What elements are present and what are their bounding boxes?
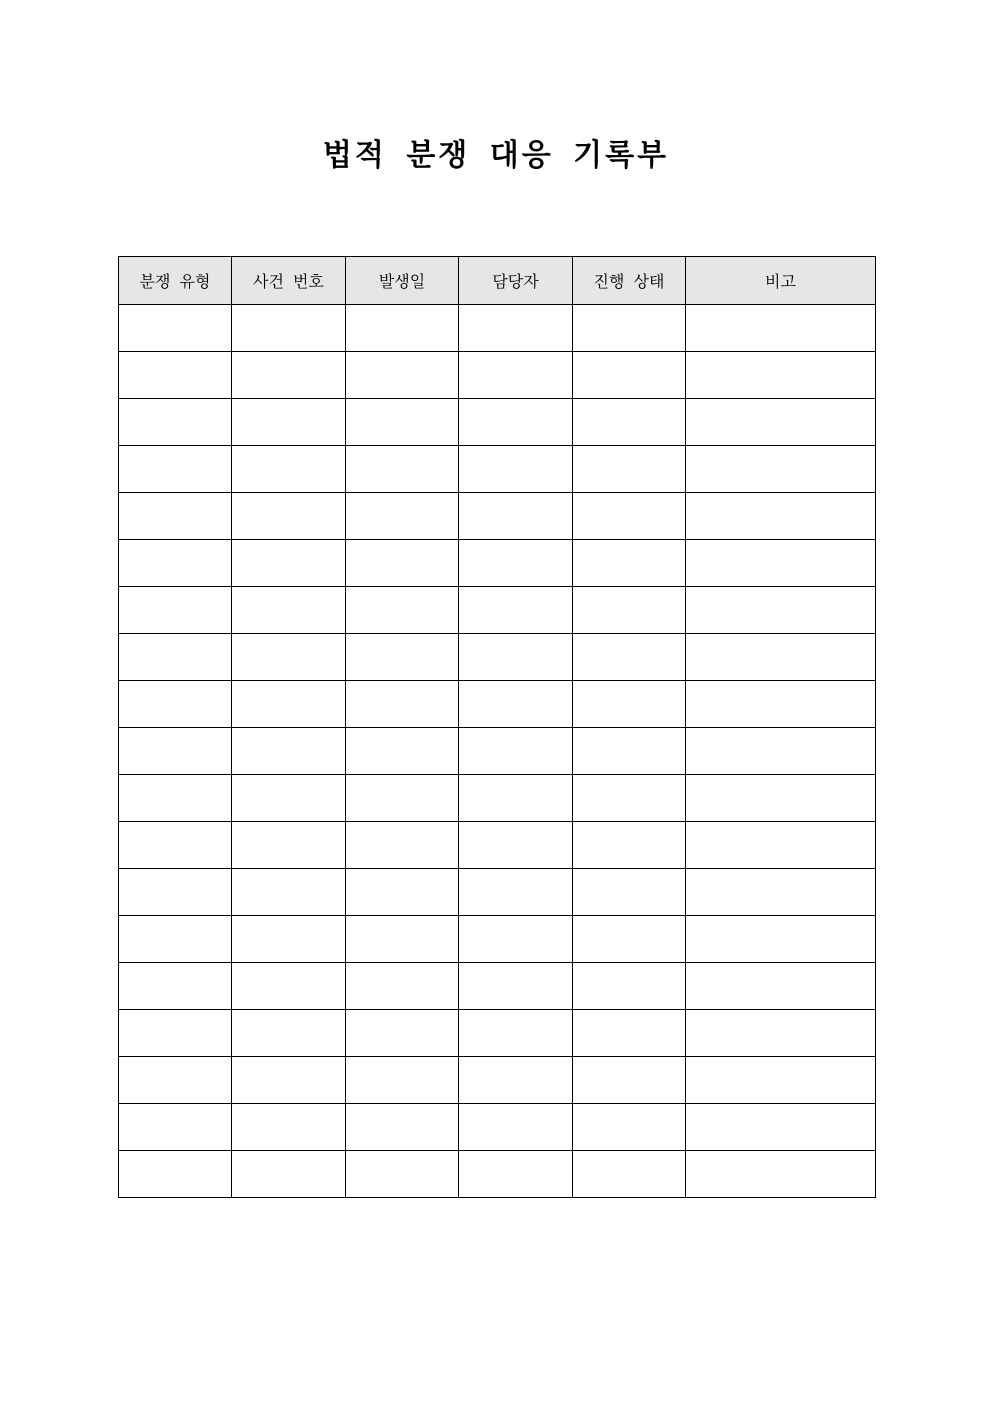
remarks-cell[interactable] [686,1104,876,1151]
person-in-charge-cell[interactable] [459,352,573,399]
remarks-cell[interactable] [686,352,876,399]
occurrence-date-cell[interactable] [346,1010,459,1057]
table-row [119,587,876,634]
dispute-type-cell[interactable] [119,399,232,446]
occurrence-date-cell[interactable] [346,352,459,399]
column-header-person-in-charge: 담당자 [459,257,573,305]
occurrence-date-cell[interactable] [346,963,459,1010]
progress-status-cell[interactable] [573,681,686,728]
table-body [119,305,876,1198]
progress-status-cell[interactable] [573,1057,686,1104]
person-in-charge-cell[interactable] [459,305,573,352]
case-number-cell[interactable] [232,681,346,728]
person-in-charge-cell[interactable] [459,634,573,681]
dispute-type-cell[interactable] [119,1057,232,1104]
person-in-charge-cell[interactable] [459,1057,573,1104]
person-in-charge-cell[interactable] [459,587,573,634]
case-number-cell[interactable] [232,822,346,869]
table-row [119,775,876,822]
person-in-charge-cell[interactable] [459,1104,573,1151]
column-header-case-number: 사건 번호 [232,257,346,305]
remarks-cell[interactable] [686,775,876,822]
occurrence-date-cell[interactable] [346,681,459,728]
table-row [119,822,876,869]
person-in-charge-cell[interactable] [459,728,573,775]
case-number-cell[interactable] [232,305,346,352]
case-number-cell[interactable] [232,1057,346,1104]
remarks-cell[interactable] [686,305,876,352]
table-row [119,446,876,493]
case-number-cell[interactable] [232,1104,346,1151]
dispute-type-cell[interactable] [119,1151,232,1198]
table-row [119,916,876,963]
remarks-cell[interactable] [686,822,876,869]
remarks-cell[interactable] [686,728,876,775]
dispute-type-cell[interactable] [119,1104,232,1151]
person-in-charge-cell[interactable] [459,869,573,916]
occurrence-date-cell[interactable] [346,540,459,587]
table-row [119,399,876,446]
progress-status-cell[interactable] [573,587,686,634]
dispute-type-cell[interactable] [119,446,232,493]
remarks-cell[interactable] [686,399,876,446]
progress-status-cell[interactable] [573,1010,686,1057]
dispute-type-cell[interactable] [119,634,232,681]
column-header-occurrence-date: 발생일 [346,257,459,305]
case-number-cell[interactable] [232,352,346,399]
occurrence-date-cell[interactable] [346,399,459,446]
table-row [119,681,876,728]
progress-status-cell[interactable] [573,540,686,587]
case-number-cell[interactable] [232,963,346,1010]
progress-status-cell[interactable] [573,399,686,446]
table-row [119,1104,876,1151]
progress-status-cell[interactable] [573,916,686,963]
person-in-charge-cell[interactable] [459,963,573,1010]
progress-status-cell[interactable] [573,775,686,822]
progress-status-cell[interactable] [573,352,686,399]
table-row [119,1057,876,1104]
remarks-cell[interactable] [686,587,876,634]
dispute-type-cell[interactable] [119,1010,232,1057]
progress-status-cell[interactable] [573,1151,686,1198]
occurrence-date-cell[interactable] [346,916,459,963]
occurrence-date-cell[interactable] [346,822,459,869]
remarks-cell[interactable] [686,540,876,587]
table-row [119,1010,876,1057]
dispute-type-cell[interactable] [119,728,232,775]
case-number-cell[interactable] [232,775,346,822]
dispute-type-cell[interactable] [119,681,232,728]
occurrence-date-cell[interactable] [346,775,459,822]
person-in-charge-cell[interactable] [459,493,573,540]
person-in-charge-cell[interactable] [459,1151,573,1198]
case-number-cell[interactable] [232,540,346,587]
column-header-remarks: 비고 [686,257,876,305]
dispute-type-cell[interactable] [119,540,232,587]
case-number-cell[interactable] [232,493,346,540]
table-row [119,352,876,399]
remarks-cell[interactable] [686,916,876,963]
table-row [119,540,876,587]
dispute-type-cell[interactable] [119,916,232,963]
dispute-type-cell[interactable] [119,493,232,540]
person-in-charge-cell[interactable] [459,399,573,446]
case-number-cell[interactable] [232,1151,346,1198]
table-row [119,869,876,916]
case-number-cell[interactable] [232,869,346,916]
remarks-cell[interactable] [686,1057,876,1104]
remarks-cell[interactable] [686,1010,876,1057]
table-row [119,1151,876,1198]
progress-status-cell[interactable] [573,1104,686,1151]
progress-status-cell[interactable] [573,822,686,869]
progress-status-cell[interactable] [573,305,686,352]
dispute-record-table [118,256,876,1198]
table-row [119,963,876,1010]
case-number-cell[interactable] [232,1010,346,1057]
occurrence-date-cell[interactable] [346,587,459,634]
progress-status-cell[interactable] [573,634,686,681]
remarks-cell[interactable] [686,1151,876,1198]
occurrence-date-cell[interactable] [346,634,459,681]
person-in-charge-cell[interactable] [459,916,573,963]
dispute-type-cell[interactable] [119,305,232,352]
occurrence-date-cell[interactable] [346,305,459,352]
remarks-cell[interactable] [686,681,876,728]
occurrence-date-cell[interactable] [346,446,459,493]
remarks-cell[interactable] [686,446,876,493]
case-number-cell[interactable] [232,587,346,634]
occurrence-date-cell[interactable] [346,869,459,916]
table-row [119,634,876,681]
occurrence-date-cell[interactable] [346,728,459,775]
occurrence-date-cell[interactable] [346,493,459,540]
column-header-dispute-type: 분쟁 유형 [119,257,232,305]
dispute-type-cell[interactable] [119,775,232,822]
remarks-cell[interactable] [686,634,876,681]
remarks-cell[interactable] [686,963,876,1010]
dispute-type-cell[interactable] [119,352,232,399]
case-number-cell[interactable] [232,916,346,963]
person-in-charge-cell[interactable] [459,822,573,869]
page-title: 법적 분쟁 대응 기록부 [322,138,670,173]
person-in-charge-cell[interactable] [459,1010,573,1057]
occurrence-date-cell[interactable] [346,1057,459,1104]
occurrence-date-cell[interactable] [346,1104,459,1151]
case-number-cell[interactable] [232,634,346,681]
case-number-cell[interactable] [232,399,346,446]
progress-status-cell[interactable] [573,869,686,916]
person-in-charge-cell[interactable] [459,775,573,822]
progress-status-cell[interactable] [573,728,686,775]
table-row [119,493,876,540]
dispute-type-cell[interactable] [119,869,232,916]
person-in-charge-cell[interactable] [459,446,573,493]
person-in-charge-cell[interactable] [459,681,573,728]
occurrence-date-cell[interactable] [346,1151,459,1198]
table-header-row [119,257,876,305]
dispute-type-cell[interactable] [119,822,232,869]
remarks-cell[interactable] [686,493,876,540]
case-number-cell[interactable] [232,446,346,493]
case-number-cell[interactable] [232,728,346,775]
progress-status-cell[interactable] [573,493,686,540]
dispute-type-cell[interactable] [119,587,232,634]
remarks-cell[interactable] [686,869,876,916]
person-in-charge-cell[interactable] [459,540,573,587]
progress-status-cell[interactable] [573,963,686,1010]
progress-status-cell[interactable] [573,446,686,493]
dispute-type-cell[interactable] [119,963,232,1010]
table-row [119,728,876,775]
table-row [119,305,876,352]
column-header-progress-status: 진행 상태 [573,257,686,305]
